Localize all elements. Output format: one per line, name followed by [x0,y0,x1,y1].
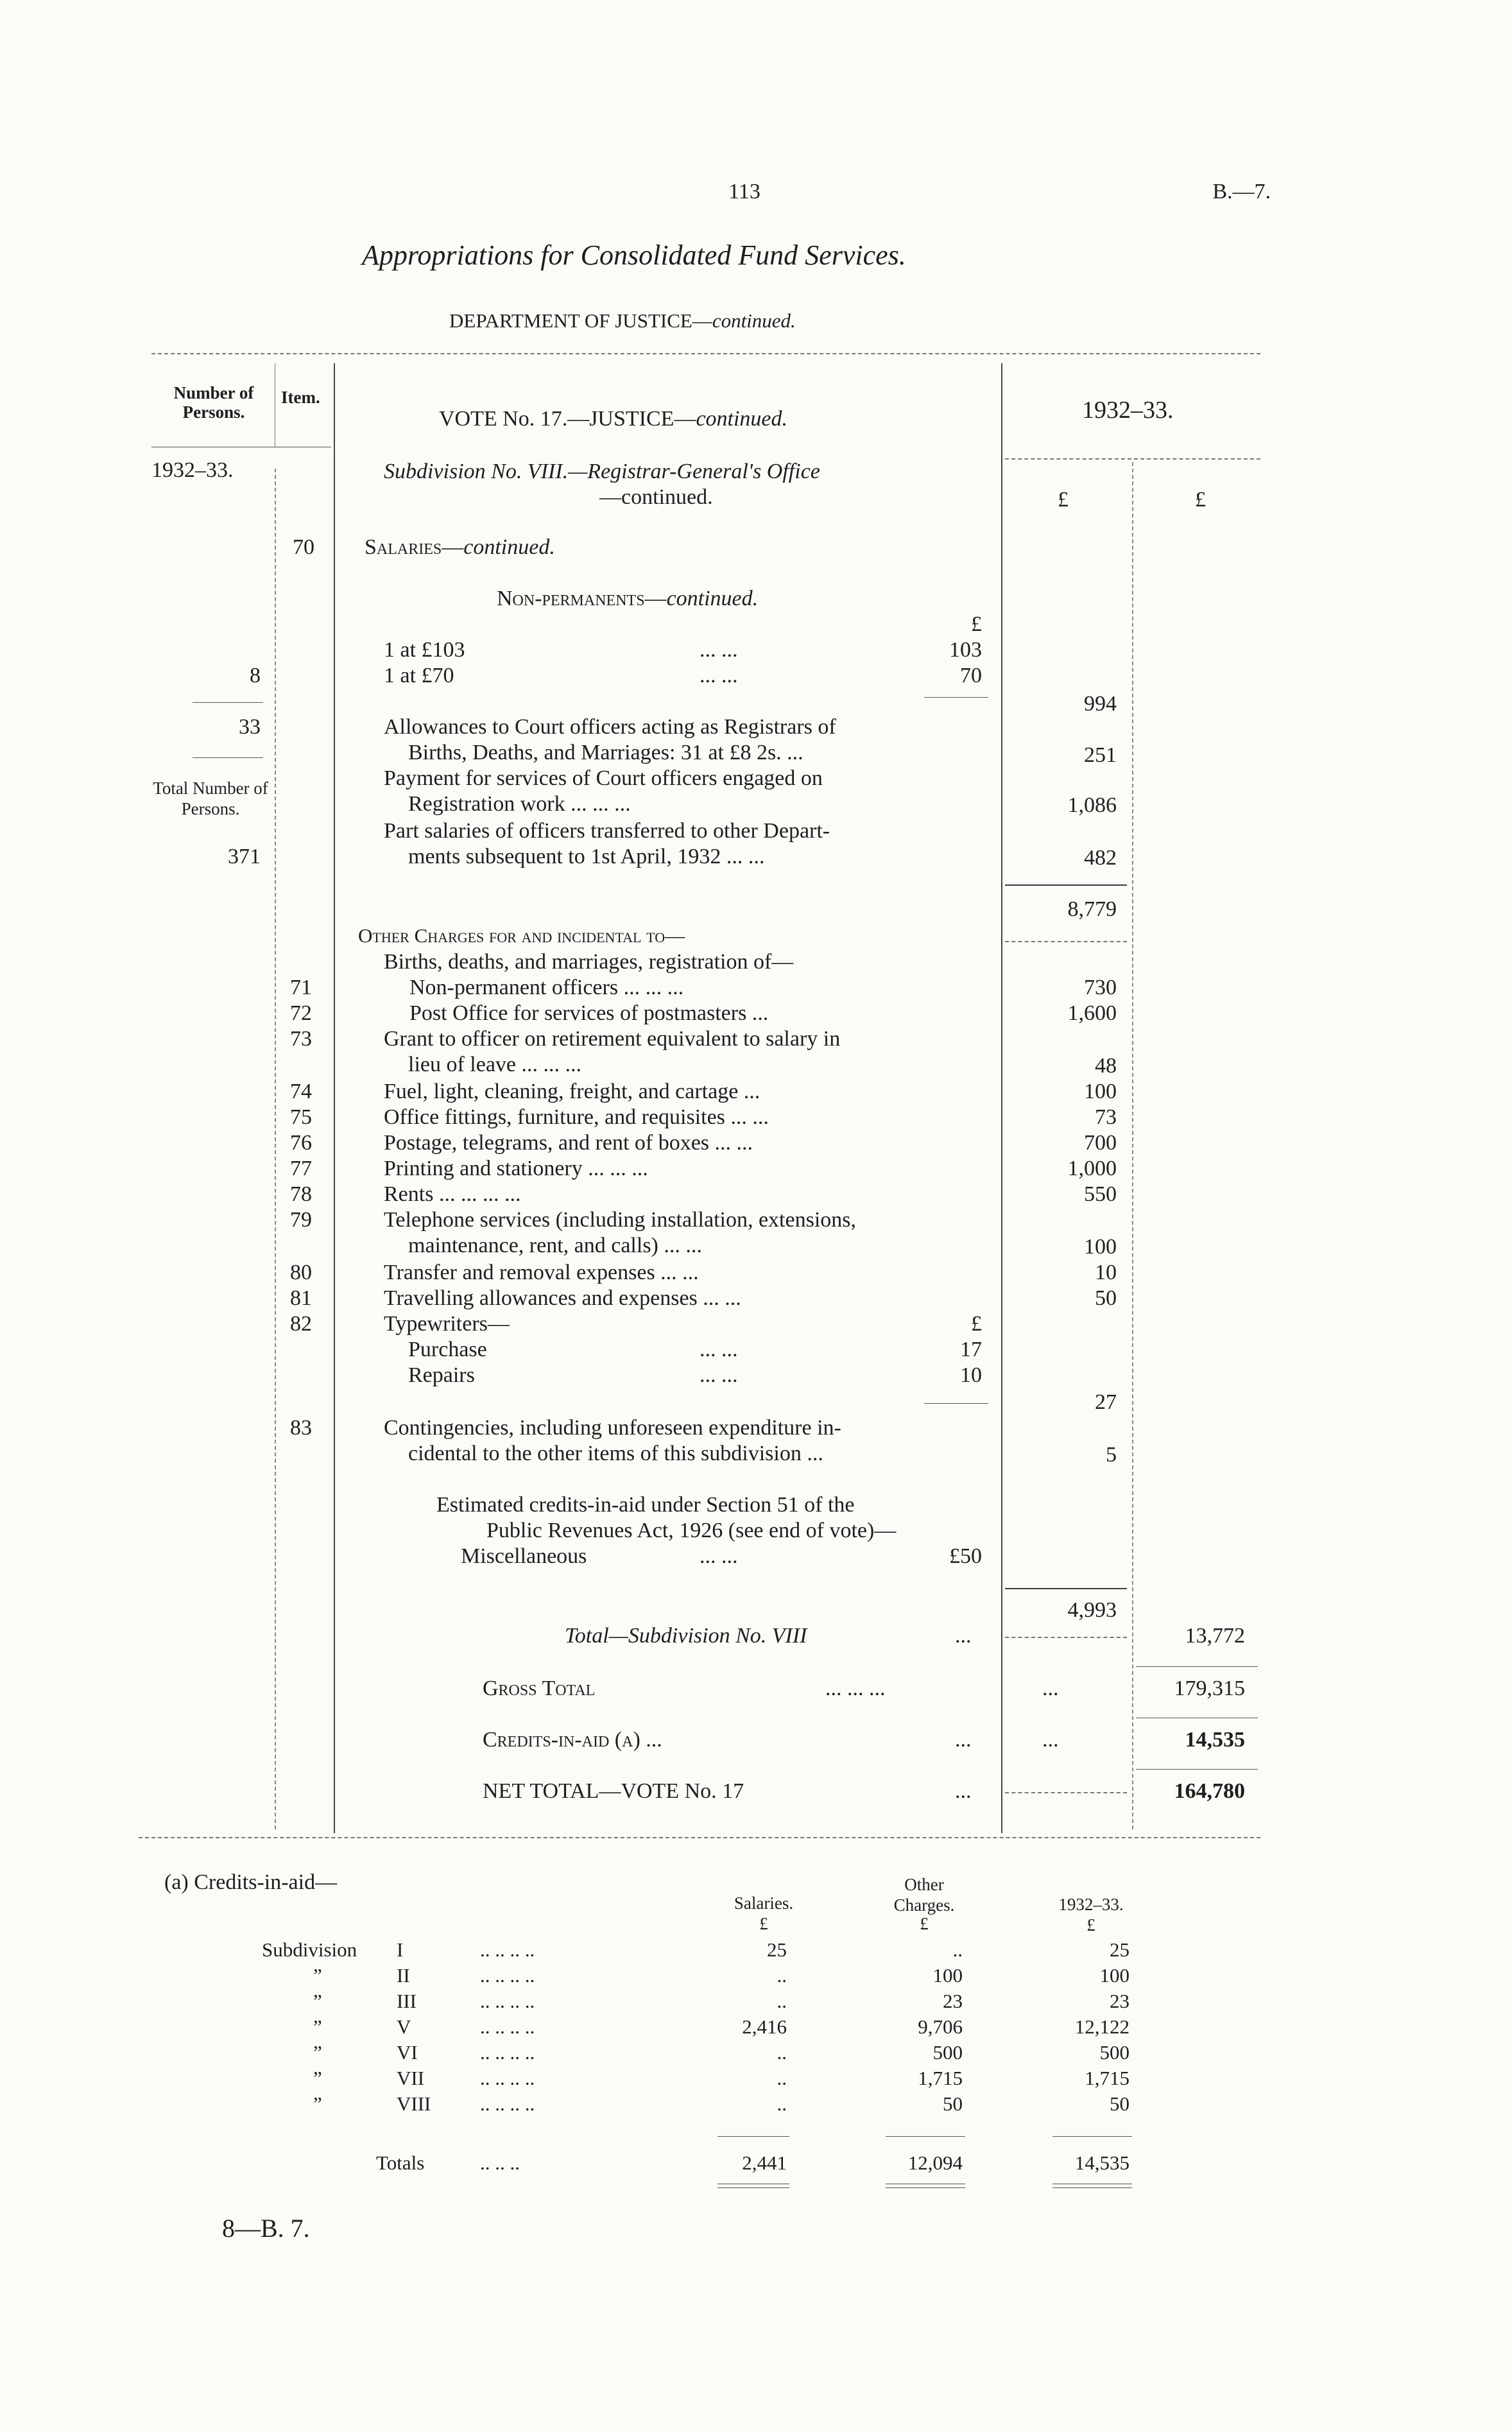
footnote-row-total: 50 [1110,2092,1130,2115]
footnote-row-prefix: Subdivision [262,1938,357,1961]
footnote-row-prefix: ” [313,2067,322,2089]
credits-note-amount: £50 [949,1544,982,1568]
footnote-row-salaries: .. [777,1990,787,2012]
footnote-title: (a) Credits-in-aid— [164,1870,338,1894]
non-permanent-persons: 8 [250,664,261,687]
footnote-row-leader: .. .. .. .. [480,1990,535,2012]
non-permanent-row-amount: 70 [960,664,982,687]
footnote-row-other: .. [952,1938,963,1961]
pound-sign-col1: £ [1058,488,1069,512]
footnote-pound-other: £ [920,1914,929,1933]
other-charge-amount: 730 [1084,976,1117,999]
other-charge-amount: 1,000 [1067,1157,1117,1180]
credits-note-line: Estimated credits-in-aid under Section 51 of the [436,1493,855,1517]
other-charge-amount: 10 [1095,1261,1117,1284]
other-charge-amount: 100 [1084,1235,1117,1259]
other-charge-label: Travelling allowances and expenses ... ... [384,1286,741,1310]
credits-in-aid-value: 14,535 [1185,1728,1245,1752]
footnote-row-total: 1,715 [1085,2067,1130,2089]
footnote-row-leader: .. .. .. .. [480,2092,535,2115]
footnote-row-salaries: .. [777,2092,787,2115]
net-total-label: NET TOTAL—VOTE No. 17 [483,1779,744,1803]
other-charge-label-cont: lieu of leave ... ... ... [408,1053,582,1076]
allowance-line-cont: ments subsequent to 1st April, 1932 ... ... [408,845,765,868]
salaries-item-number: 70 [293,535,314,559]
department-heading: DEPARTMENT OF JUSTICE—continued. [449,309,796,332]
footnote-row-total: 500 [1099,2041,1130,2064]
non-permanents-sum-rule [924,697,988,698]
typewriters-total: 27 [1095,1390,1117,1414]
footnote-row-prefix: ” [313,1964,322,1987]
other-charge-item-number: 75 [290,1105,312,1129]
subdivision-heading-cont: —continued. [599,485,713,509]
subdivision-total-leader-rule [1005,1637,1127,1638]
footnote-total-rule [1052,2136,1132,2137]
credits-in-aid-label: Credits-in-aid (a) ... [483,1728,662,1752]
typewriter-row-leader: ... ... [700,1338,738,1361]
gross-total-value: 179,315 [1174,1677,1245,1700]
other-charge-label: Grant to officer on retirement equivalent to salary in [384,1027,841,1051]
other-charge-item-number: 72 [290,1001,312,1025]
gross-total-leader: ... ... ... [825,1677,886,1700]
footnote-pound-year: £ [1087,1915,1095,1935]
signature-mark: 8—B. 7. [222,2214,310,2243]
allowance-amount: 482 [1084,846,1117,870]
footnote-row-other: 9,706 [918,2015,963,2038]
typewriter-row-leader: ... ... [700,1363,738,1387]
other-charge-item-number: 78 [290,1182,312,1206]
footnote-row-other: 1,715 [918,2067,963,2089]
gross-total-label: Gross Total [483,1677,596,1700]
typewriter-row-label: Purchase [408,1338,487,1361]
footnote-row-subdivision: VII [397,2067,425,2089]
persons-item-divider-lower [275,469,276,1829]
credits-in-aid-rule [1136,1769,1258,1770]
other-charge-item-number: 79 [290,1208,312,1232]
subdivision-total-leader: ... [955,1624,972,1648]
footnote-header-salaries: Salaries. [734,1893,794,1913]
footnote-row-salaries: 2,416 [742,2015,787,2038]
footnote-totals-total: 14,535 [1074,2152,1130,2174]
typewriters-pound: £ [971,1312,982,1336]
net-total-leader-rule [1005,1792,1127,1793]
footnote-row-leader: .. .. .. .. [480,2041,535,2064]
footnote-row-total: 100 [1099,1964,1130,1987]
total-persons-label: Total Number of Persons. [153,779,268,819]
footnote-row-salaries: .. [777,1964,787,1987]
contingencies-amount: 5 [1106,1443,1117,1467]
footnote-row-other: 500 [932,2041,963,2064]
gross-total-leader-2: ... [1042,1677,1059,1700]
births-deaths-heading: Births, deaths, and marriages, registration of— [384,950,794,974]
year-header-rule [1005,458,1260,460]
non-permanents-subtotal: 994 [1084,692,1117,716]
footnote-row-subdivision: I [397,1938,404,1961]
typewriter-row-amount: 10 [960,1363,982,1387]
typewriters-sum-rule [924,1403,988,1404]
footnote-row-subdivision: VIII [397,2092,431,2115]
credits-in-aid-leader: ... [955,1728,972,1752]
salaries-total-underline [1005,941,1127,942]
item-column-header: Item. [281,388,320,407]
other-charge-amount: 48 [1095,1054,1117,1078]
item-text-divider [334,363,335,1833]
footnote-row-subdivision: V [397,2015,411,2038]
credits-note-misc-label: Miscellaneous [461,1544,587,1568]
footnote-row-prefix: ” [313,2092,322,2115]
other-charge-amount: 700 [1084,1131,1117,1155]
salaries-total: 8,779 [1067,897,1117,921]
footnote-row-total: 12,122 [1074,2015,1130,2038]
footnote-row-leader: .. .. .. .. [480,2067,535,2089]
other-charges-total-rule [1005,1588,1127,1589]
subdivision-heading: Subdivision No. VIII.—Registrar-General's Office [384,460,820,483]
non-permanents-heading: Non-permanents—continued. [497,587,759,610]
non-permanents-pound: £ [971,612,982,636]
other-charge-item-number: 71 [290,976,312,999]
vote-heading: VOTE No. 17.—JUSTICE—continued. [439,407,788,431]
allowance-line-cont: Registration work ... ... ... [408,792,631,816]
net-total-leader: ... [955,1779,972,1803]
amount-total-divider [1132,462,1133,1829]
credits-note-line: Public Revenues Act, 1926 (see end of vote)— [486,1519,897,1542]
persons-sum-rule [193,702,263,703]
other-charge-label: Postage, telegrams, and rent of boxes ... ... [384,1131,753,1155]
footnote-totals-other: 12,094 [907,2152,963,2174]
year-column-header: 1932–33. [1082,397,1174,424]
total-persons-value: 371 [228,845,261,868]
allowance-line: Part salaries of officers transferred to other Depart- [384,819,830,843]
other-charge-amount: 550 [1084,1182,1117,1206]
non-permanent-row-label: 1 at £70 [384,664,454,687]
subdivision-total-value: 13,772 [1185,1624,1245,1648]
footnote-row-salaries: 25 [767,1938,787,1961]
footnote-row-prefix: ” [313,1990,322,2012]
footnote-salaries-rule [717,2136,789,2137]
persons-year-label: 1932–33. [151,458,234,482]
other-charge-amount: 73 [1095,1105,1117,1129]
footnote-pound-salaries: £ [759,1914,768,1933]
footnote-header-year: 1932–33. [1058,1895,1124,1914]
other-charge-item-number: 74 [290,1080,312,1103]
footnote-row-leader: .. .. .. .. [480,1938,535,1961]
net-total-value: 164,780 [1174,1779,1245,1803]
other-charge-label: Transfer and removal expenses ... ... [384,1261,699,1284]
contingencies-item-number: 83 [290,1416,312,1440]
table-bottom-rule [139,1837,1260,1838]
other-charge-label: Rents ... ... ... ... [384,1182,521,1206]
other-charges-total: 4,993 [1067,1598,1117,1622]
allowance-line-cont: Births, Deaths, and Marriages: 31 at £8 2s. ... [408,741,803,764]
footnote-totals-label: Totals [376,2152,425,2174]
allowance-amount: 1,086 [1067,793,1117,817]
text-amount-divider [1001,363,1002,1833]
non-permanent-row-leader: ... ... [700,638,738,662]
page-title: Appropriations for Consolidated Fund Services. [362,239,906,271]
document-reference: B.—7. [1212,180,1271,203]
other-charge-label: Telephone services (including installation, extensions, [384,1208,856,1232]
other-charge-label: Fuel, light, cleaning, freight, and cartage ... [384,1080,760,1103]
contingencies-label-cont: cidental to the other items of this subdivision ... [408,1442,823,1465]
other-charges-heading: Other Charges for and incidental to— [358,924,685,947]
footnote-row-salaries: .. [777,2041,787,2064]
footnote-row-leader: .. .. .. .. [480,1964,535,1987]
non-permanent-row-amount: 103 [949,638,982,662]
contingencies-label: Contingencies, including unforeseen expenditure in- [384,1416,841,1440]
footnote-row-subdivision: II [397,1964,410,1987]
footnote-row-other: 23 [943,1990,963,2012]
typewriter-row-label: Repairs [408,1363,475,1387]
allowance-line: Allowances to Court officers acting as Registrars of [384,715,836,739]
other-charge-item-number: 77 [290,1157,312,1180]
allowance-amount: 251 [1084,743,1117,767]
footnote-other-double-rule [886,2187,965,2188]
footnote-row-prefix: ” [313,2015,322,2038]
salaries-total-rule [1005,884,1127,886]
footnote-header-other-charges: Other Charges. [893,1875,955,1915]
footnote-other-rule [886,2136,965,2137]
footnote-row-subdivision: VI [397,2041,418,2064]
footnote-row-total: 23 [1110,1990,1130,2012]
footnote-row-salaries: .. [777,2067,787,2089]
other-charge-item-number: 80 [290,1261,312,1284]
persons-total-rule [193,757,263,758]
other-charge-item-number: 76 [290,1131,312,1155]
footnote-row-total: 25 [1110,1938,1130,1961]
credits-note-leader: ... ... [700,1544,738,1568]
other-charge-amount: 1,600 [1067,1001,1117,1025]
typewriter-row-amount: 17 [960,1338,982,1361]
other-charge-item-number: 73 [290,1027,312,1051]
other-charge-amount: 50 [1095,1286,1117,1310]
footnote-row-other: 50 [943,2092,963,2115]
allowance-line: Payment for services of Court officers engaged on [384,766,823,790]
persons-subtotal: 33 [239,715,261,739]
pound-sign-col2: £ [1195,488,1206,512]
other-charge-label: Printing and stationery ... ... ... [384,1157,648,1180]
salaries-heading: Salaries—continued. [365,535,555,559]
footnote-total-double-rule [1052,2187,1132,2188]
credits-in-aid-leader-2: ... [1042,1728,1059,1752]
table-top-rule [151,353,1260,354]
other-charge-label: Office fittings, furniture, and requisites ... ... [384,1105,769,1129]
subdivision-total-rule [1136,1666,1258,1667]
non-permanent-row-leader: ... ... [700,664,738,687]
other-charge-item-number: 81 [290,1286,312,1310]
non-permanent-row-label: 1 at £103 [384,638,465,662]
other-charge-amount: 100 [1084,1080,1117,1103]
typewriters-item-number: 82 [290,1312,312,1336]
footnote-salaries-double-rule [717,2187,789,2188]
footnote-row-leader: .. .. .. .. [480,2015,535,2038]
number-of-persons-header: Number of Persons. [173,383,254,422]
page-number: 113 [728,180,760,203]
footnote-totals-leader: .. .. .. [480,2152,520,2174]
typewriters-heading: Typewriters— [384,1312,510,1336]
footnote-totals-salaries: 2,441 [742,2152,787,2174]
other-charge-label: Non-permanent officers ... ... ... [409,976,684,999]
footnote-row-other: 100 [932,1964,963,1987]
footnote-row-prefix: ” [313,2041,322,2064]
other-charge-label: Post Office for services of postmasters ... [409,1001,769,1025]
other-charge-label-cont: maintenance, rent, and calls) ... ... [408,1234,702,1257]
footnote-row-subdivision: III [397,1990,417,2012]
subdivision-total-label: Total—Subdivision No. VIII [565,1624,807,1648]
